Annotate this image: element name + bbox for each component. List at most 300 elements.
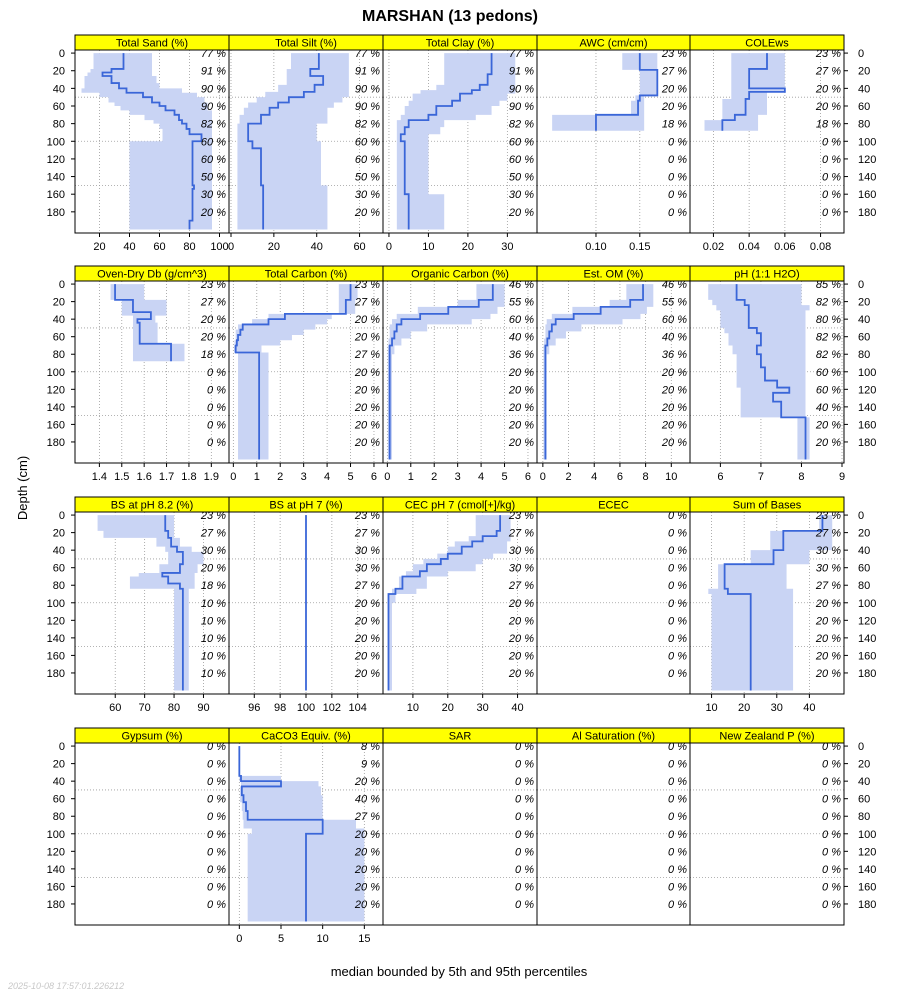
sample-percent-label: 10 % — [200, 667, 226, 680]
sample-percent-label: 0 % — [822, 828, 841, 841]
sample-percent-label: 20 % — [354, 632, 380, 645]
x-tick-label: 0 — [230, 471, 237, 483]
x-tick-label: 10 — [422, 241, 435, 253]
y-tick-label: 140 — [46, 401, 65, 414]
sample-percent-label: 82 % — [815, 349, 841, 362]
x-tick-label: 0.15 — [629, 241, 651, 253]
y-tick-label: 80 — [52, 118, 65, 131]
panel-6 — [229, 266, 383, 483]
y-tick-label: 80 — [858, 118, 871, 131]
y-tick-label: 120 — [46, 384, 65, 397]
sample-percent-label: 0 % — [207, 863, 226, 876]
panel-frame — [690, 743, 844, 925]
sample-percent-label: 0 % — [515, 776, 534, 789]
sample-percent-label: 0 % — [822, 793, 841, 806]
sample-percent-label: 90 % — [354, 101, 380, 114]
sample-percent-label: 20 % — [200, 206, 226, 219]
x-tick-label: 1.4 — [91, 471, 108, 483]
y-tick-label: 160 — [46, 189, 65, 202]
sample-percent-label: 0 % — [515, 846, 534, 859]
sample-percent-label: 0 % — [515, 863, 534, 876]
y-tick-label: 140 — [46, 863, 65, 876]
y-tick-label: 60 — [52, 331, 65, 344]
sample-percent-label: 0 % — [668, 650, 687, 663]
sample-percent-label: 0 % — [668, 597, 687, 610]
sample-percent-label: 20 % — [354, 615, 380, 628]
sample-percent-label: 20 % — [815, 632, 841, 645]
sample-percent-label: 82 % — [354, 118, 380, 131]
sample-percent-label: 0 % — [668, 545, 687, 558]
sample-percent-label: 0 % — [207, 401, 226, 414]
percentile-band — [552, 53, 657, 131]
sample-percent-label: 0 % — [668, 136, 687, 149]
y-tick-label: 20 — [858, 758, 871, 771]
panel-18 — [537, 728, 690, 925]
sample-percent-label: 9 % — [361, 758, 380, 771]
sample-percent-label: 20 % — [815, 667, 841, 680]
sample-percent-label: 60 % — [508, 314, 534, 327]
sample-percent-label: 8 % — [361, 741, 380, 754]
y-tick-label: 160 — [858, 419, 877, 432]
sample-percent-label: 20 % — [661, 83, 687, 96]
x-tick-label: 40 — [123, 241, 136, 253]
x-tick-label: 15 — [358, 933, 371, 945]
y-tick-label: 20 — [52, 65, 65, 78]
sample-percent-label: 55 % — [661, 296, 687, 309]
panel-10 — [47, 497, 229, 714]
y-tick-label: 160 — [858, 881, 877, 894]
sample-percent-label: 0 % — [207, 741, 226, 754]
sample-percent-label: 20 % — [354, 776, 380, 789]
sample-percent-label: 60 % — [354, 136, 380, 149]
sample-percent-label: 0 % — [668, 758, 687, 771]
sample-percent-label: 20 % — [508, 615, 534, 628]
panel-1 — [228, 35, 383, 253]
sample-percent-label: 20 % — [815, 83, 841, 96]
y-tick-label: 80 — [858, 349, 871, 362]
sample-percent-label: 0 % — [515, 758, 534, 771]
x-tick-label: 0 — [384, 471, 391, 483]
panel-2 — [383, 35, 537, 253]
sample-percent-label: 0 % — [668, 615, 687, 628]
x-tick-label: 40 — [803, 702, 816, 714]
sample-percent-label: 30 % — [815, 562, 841, 575]
sample-percent-label: 18 % — [200, 580, 226, 593]
x-tick-label: 1.5 — [114, 471, 130, 483]
sample-percent-label: 20 % — [354, 206, 380, 219]
sample-percent-label: 23 % — [815, 48, 841, 61]
sample-percent-label: 20 % — [354, 436, 380, 449]
sample-percent-label: 0 % — [668, 863, 687, 876]
y-tick-label: 100 — [46, 828, 65, 841]
sample-percent-label: 10 % — [200, 632, 226, 645]
sample-percent-label: 20 % — [815, 101, 841, 114]
x-tick-label: 1 — [253, 471, 260, 483]
sample-percent-label: 30 % — [354, 562, 380, 575]
sample-percent-label: 0 % — [207, 793, 226, 806]
x-tick-label: 20 — [267, 241, 280, 253]
sample-percent-label: 60 % — [200, 136, 226, 149]
panel-9 — [690, 266, 876, 483]
sample-percent-label: 0 % — [668, 898, 687, 911]
sample-percent-label: 20 % — [200, 314, 226, 327]
sample-percent-label: 20 % — [354, 898, 380, 911]
sample-percent-label: 0 % — [207, 436, 226, 449]
sample-percent-label: 20 % — [508, 366, 534, 379]
y-tick-label: 140 — [46, 632, 65, 645]
y-tick-label: 120 — [46, 615, 65, 628]
sample-percent-label: 20 % — [354, 846, 380, 859]
x-tick-label: 4 — [324, 471, 331, 483]
sample-percent-label: 30 % — [508, 562, 534, 575]
x-tick-label: 5 — [347, 471, 354, 483]
sample-percent-label: 23 % — [815, 510, 841, 523]
sample-percent-label: 23 % — [661, 48, 687, 61]
sample-percent-label: 0 % — [668, 206, 687, 219]
x-tick-label: 40 — [310, 241, 323, 253]
sample-percent-label: 20 % — [354, 314, 380, 327]
y-tick-label: 100 — [858, 828, 877, 841]
sample-percent-label: 27 % — [815, 65, 841, 78]
sample-percent-label: 0 % — [822, 153, 841, 166]
y-tick-label: 180 — [858, 667, 877, 680]
y-tick-label: 140 — [858, 863, 877, 876]
x-tick-label: 0 — [227, 241, 235, 253]
y-tick-label: 180 — [46, 436, 65, 449]
x-tick-label: 30 — [501, 241, 514, 253]
x-tick-label: 96 — [248, 702, 261, 714]
y-tick-label: 100 — [858, 136, 877, 149]
y-tick-label: 160 — [46, 419, 65, 432]
sample-percent-label: 20 % — [354, 881, 380, 894]
x-tick-label: 20 — [441, 702, 454, 714]
sample-percent-label: 0 % — [822, 206, 841, 219]
sample-percent-label: 0 % — [668, 580, 687, 593]
y-tick-label: 80 — [52, 811, 65, 824]
x-tick-label: 10 — [316, 933, 329, 945]
panel-19 — [690, 728, 876, 925]
x-tick-label: 60 — [109, 702, 122, 714]
y-tick-label: 20 — [858, 65, 871, 78]
sample-percent-label: 0 % — [515, 828, 534, 841]
y-tick-label: 160 — [858, 189, 877, 202]
x-tick-label: 8 — [642, 471, 649, 483]
sample-percent-label: 20 % — [354, 597, 380, 610]
sample-percent-label: 0 % — [668, 741, 687, 754]
sample-percent-label: 82 % — [815, 331, 841, 344]
percentile-band — [237, 53, 348, 229]
panel-16 — [229, 728, 383, 945]
x-tick-label: 1 — [407, 471, 414, 483]
sample-percent-label: 20 % — [661, 366, 687, 379]
x-tick-label: 100 — [296, 702, 316, 714]
panel-frame — [383, 743, 537, 925]
strip-label: Organic Carbon (%) — [411, 268, 509, 281]
x-tick-label: 8 — [798, 471, 805, 483]
y-tick-label: 100 — [46, 136, 65, 149]
panel-13 — [537, 497, 690, 694]
sample-percent-label: 90 % — [200, 83, 226, 96]
sample-percent-label: 23 % — [354, 279, 380, 292]
y-tick-label: 140 — [46, 171, 65, 184]
y-tick-label: 40 — [52, 83, 65, 96]
y-tick-label: 180 — [858, 898, 877, 911]
sample-percent-label: 0 % — [515, 881, 534, 894]
sample-percent-label: 27 % — [508, 580, 534, 593]
x-tick-label: 4 — [478, 471, 485, 483]
sample-percent-label: 30 % — [200, 545, 226, 558]
x-tick-label: 60 — [153, 241, 166, 253]
x-tick-label: 3 — [454, 471, 461, 483]
strip-label: CaCO3 Equiv. (%) — [261, 730, 351, 743]
sample-percent-label: 90 % — [508, 101, 534, 114]
x-tick-label: 6 — [717, 471, 724, 483]
y-tick-label: 180 — [46, 898, 65, 911]
sample-percent-label: 0 % — [668, 189, 687, 202]
x-tick-label: 5 — [277, 933, 285, 945]
x-tick-label: 0.08 — [809, 241, 832, 253]
sample-percent-label: 50 % — [200, 171, 226, 184]
x-tick-label: 6 — [524, 471, 532, 483]
figure-title: MARSHAN (13 pedons) — [361, 8, 539, 25]
panel-11 — [229, 497, 383, 714]
sample-percent-label: 20 % — [354, 419, 380, 432]
sample-percent-label: 90 % — [354, 83, 380, 96]
x-tick-label: 7 — [757, 471, 764, 483]
sample-percent-label: 0 % — [668, 632, 687, 645]
sample-percent-label: 0 % — [207, 776, 226, 789]
sample-percent-label: 40 % — [508, 331, 534, 344]
y-tick-label: 0 — [58, 510, 65, 523]
sample-percent-label: 27 % — [354, 580, 380, 593]
y-tick-label: 20 — [52, 527, 65, 540]
sample-percent-label: 20 % — [661, 401, 687, 414]
panel-frame — [75, 743, 229, 925]
sample-percent-label: 82 % — [200, 118, 226, 131]
sample-percent-label: 30 % — [354, 189, 380, 202]
sample-percent-label: 20 % — [354, 650, 380, 663]
sample-percent-label: 30 % — [815, 545, 841, 558]
sample-percent-label: 0 % — [822, 776, 841, 789]
x-tick-label: 30 — [476, 702, 489, 714]
x-tick-label: 10 — [665, 471, 678, 483]
x-tick-label: 30 — [770, 702, 783, 714]
sample-percent-label: 60 % — [200, 153, 226, 166]
y-tick-label: 0 — [858, 510, 865, 523]
x-tick-label: 1.8 — [181, 471, 197, 483]
sample-percent-label: 50 % — [354, 171, 380, 184]
sample-percent-label: 0 % — [515, 898, 534, 911]
sample-percent-label: 60 % — [354, 153, 380, 166]
sample-percent-label: 20 % — [815, 615, 841, 628]
sample-percent-label: 20 % — [661, 419, 687, 432]
sample-percent-label: 82 % — [508, 118, 534, 131]
sample-percent-label: 20 % — [508, 206, 534, 219]
sample-percent-label: 27 % — [661, 65, 687, 78]
x-tick-label: 5 — [501, 471, 508, 483]
sample-percent-label: 0 % — [668, 667, 687, 680]
y-tick-label: 40 — [52, 545, 65, 558]
x-tick-label: 20 — [461, 241, 475, 253]
y-tick-label: 60 — [858, 562, 871, 575]
x-tick-label: 1.9 — [203, 471, 219, 483]
sample-percent-label: 20 % — [508, 667, 534, 680]
sample-percent-label: 20 % — [661, 436, 687, 449]
sample-percent-label: 20 % — [815, 650, 841, 663]
y-tick-label: 60 — [858, 331, 871, 344]
y-tick-label: 120 — [46, 846, 65, 859]
sample-percent-label: 20 % — [508, 650, 534, 663]
x-tick-label: 9 — [838, 471, 846, 483]
panel-7 — [383, 266, 537, 483]
sample-percent-label: 60 % — [815, 366, 841, 379]
sample-percent-label: 20 % — [354, 331, 380, 344]
y-tick-label: 20 — [52, 296, 65, 309]
sample-percent-label: 0 % — [822, 758, 841, 771]
x-tick-label: 70 — [138, 702, 151, 714]
y-tick-label: 60 — [52, 793, 65, 806]
sample-percent-label: 77 % — [508, 48, 534, 61]
x-tick-label: 10 — [705, 702, 718, 714]
sample-percent-label: 20 % — [354, 384, 380, 397]
x-tick-label: 80 — [167, 702, 181, 714]
x-tick-label: 90 — [197, 702, 210, 714]
sample-percent-label: 20 % — [508, 384, 534, 397]
y-tick-label: 140 — [858, 171, 877, 184]
strip-label: ECEC — [598, 499, 629, 512]
sample-percent-label: 30 % — [200, 189, 226, 202]
panel-5 — [47, 266, 229, 483]
panel-8 — [537, 266, 690, 483]
sample-percent-label: 0 % — [822, 741, 841, 754]
sample-percent-label: 36 % — [661, 349, 687, 362]
sample-percent-label: 27 % — [200, 527, 226, 540]
x-tick-label: 6 — [370, 471, 378, 483]
sample-percent-label: 0 % — [668, 881, 687, 894]
sample-percent-label: 0 % — [822, 171, 841, 184]
strip-label: New Zealand P (%) — [719, 730, 815, 743]
y-tick-label: 60 — [52, 101, 65, 114]
sample-percent-label: 23 % — [200, 279, 226, 292]
sample-percent-label: 0 % — [822, 846, 841, 859]
percentile-band — [239, 746, 364, 921]
sample-percent-label: 23 % — [508, 510, 534, 523]
sample-percent-label: 27 % — [354, 349, 380, 362]
x-tick-label: 102 — [322, 702, 342, 714]
y-tick-label: 100 — [46, 366, 65, 379]
x-tick-label: 104 — [348, 702, 367, 714]
sample-percent-label: 0 % — [822, 898, 841, 911]
y-tick-label: 40 — [858, 83, 871, 96]
sample-percent-label: 20 % — [508, 597, 534, 610]
x-tick-label: 20 — [738, 702, 751, 714]
sample-percent-label: 91 % — [508, 65, 534, 78]
x-tick-label: 0.10 — [585, 241, 607, 253]
sample-percent-label: 50 % — [508, 171, 534, 184]
y-tick-label: 160 — [46, 650, 65, 663]
panel-grid — [47, 35, 877, 945]
sample-percent-label: 0 % — [668, 171, 687, 184]
sample-percent-label: 0 % — [207, 828, 226, 841]
sample-percent-label: 20 % — [200, 562, 226, 575]
sample-percent-label: 30 % — [354, 545, 380, 558]
sample-percent-label: 20 % — [508, 419, 534, 432]
y-tick-label: 20 — [858, 527, 871, 540]
sample-percent-label: 27 % — [815, 580, 841, 593]
strip-label: pH (1:1 H2O) — [734, 268, 800, 281]
x-tick-label: 4 — [591, 471, 598, 483]
sample-percent-label: 10 % — [200, 615, 226, 628]
y-tick-label: 140 — [858, 401, 877, 414]
x-tick-label: 100 — [210, 241, 229, 253]
sample-percent-label: 55 % — [508, 296, 534, 309]
percentile-band — [111, 284, 185, 361]
strip-label: Gypsum (%) — [121, 730, 183, 743]
sample-percent-label: 40 % — [815, 401, 841, 414]
sample-percent-label: 0 % — [207, 366, 226, 379]
sample-percent-label: 20 % — [815, 419, 841, 432]
y-tick-label: 60 — [52, 562, 65, 575]
y-tick-label: 180 — [858, 436, 877, 449]
sample-percent-label: 20 % — [354, 863, 380, 876]
y-tick-label: 40 — [52, 776, 65, 789]
y-tick-label: 100 — [46, 597, 65, 610]
sample-percent-label: 20 % — [508, 632, 534, 645]
sample-percent-label: 0 % — [668, 776, 687, 789]
y-tick-label: 80 — [858, 580, 871, 593]
sample-percent-label: 27 % — [354, 527, 380, 540]
sample-percent-label: 0 % — [668, 510, 687, 523]
strip-label: Al Saturation (%) — [571, 730, 656, 743]
y-tick-label: 120 — [858, 384, 877, 397]
sample-percent-label: 27 % — [200, 296, 226, 309]
sample-percent-label: 20 % — [354, 828, 380, 841]
y-tick-label: 20 — [858, 296, 871, 309]
sample-percent-label: 77 % — [354, 48, 380, 61]
x-tick-label: 10 — [406, 702, 420, 714]
sample-percent-label: 0 % — [822, 881, 841, 894]
x-tick-label: 0.02 — [702, 241, 725, 253]
sample-percent-label: 0 % — [668, 828, 687, 841]
sample-percent-label: 40 % — [661, 331, 687, 344]
sample-percent-label: 0 % — [207, 811, 226, 824]
y-tick-label: 20 — [52, 758, 65, 771]
panel-14 — [690, 497, 876, 714]
median-line — [388, 515, 500, 690]
sample-percent-label: 10 % — [200, 650, 226, 663]
sample-percent-label: 10 % — [200, 597, 226, 610]
sample-percent-label: 0 % — [668, 811, 687, 824]
x-tick-label: 20 — [93, 241, 106, 253]
sample-percent-label: 20 % — [661, 384, 687, 397]
y-tick-label: 0 — [58, 741, 65, 754]
x-tick-label: 0.06 — [774, 241, 796, 253]
y-tick-label: 0 — [858, 279, 865, 292]
sample-percent-label: 90 % — [508, 83, 534, 96]
y-tick-label: 40 — [858, 545, 871, 558]
strip-label: Est. OM (%) — [583, 268, 644, 281]
x-tick-label: 3 — [300, 471, 307, 483]
sample-percent-label: 0 % — [515, 793, 534, 806]
y-tick-label: 180 — [46, 206, 65, 219]
y-tick-label: 160 — [858, 650, 877, 663]
sample-percent-label: 0 % — [515, 741, 534, 754]
x-tick-label: 1.6 — [136, 471, 152, 483]
x-tick-label: 0 — [385, 241, 393, 253]
sample-percent-label: 20 % — [815, 597, 841, 610]
x-tick-label: 0 — [539, 471, 546, 483]
sample-percent-label: 0 % — [207, 384, 226, 397]
